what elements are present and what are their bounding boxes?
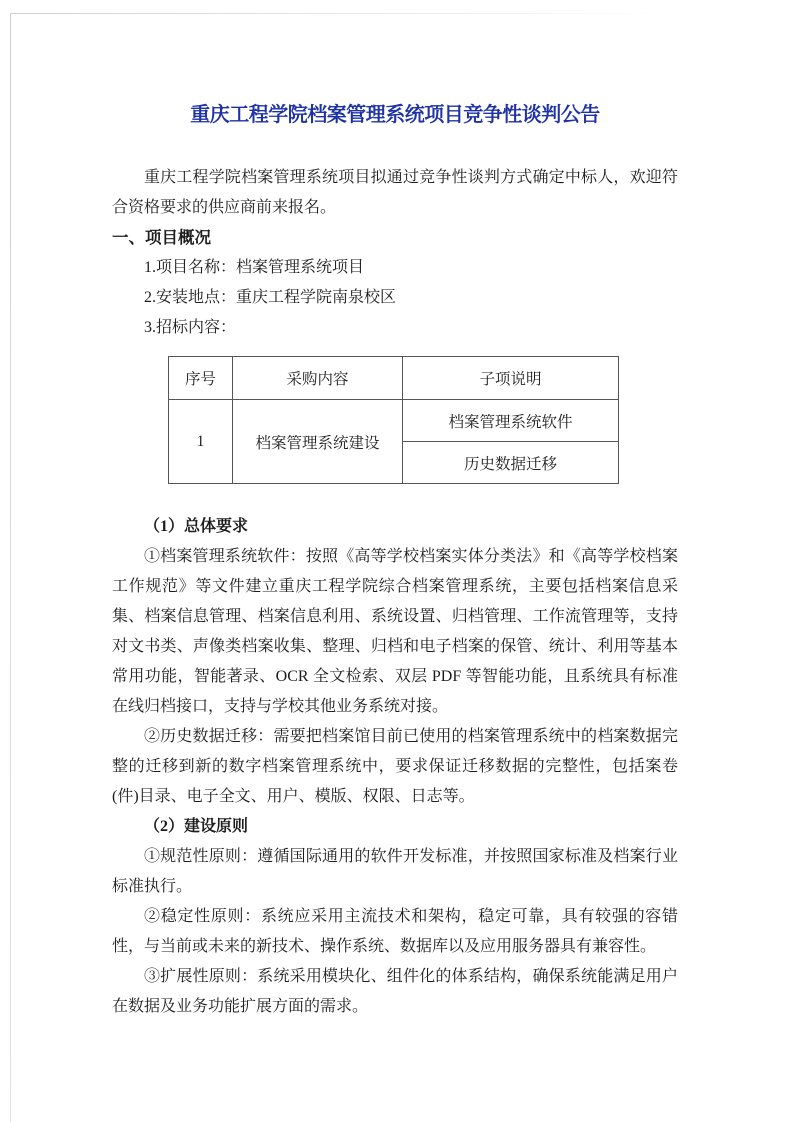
document-content: [112, 100, 678, 1022]
principles-paragraph-extensibility: ③扩展性原则：系统采用模块化、组件化的体系结构，确保系统能满足用户在数据及业务功能扩展方面的需求。: [112, 968, 678, 1015]
scan-edge-line-top: [10, 13, 670, 14]
list-item-install-location: 2.安装地点：重庆工程学院南泉校区: [144, 289, 397, 306]
list-item-project-name: 1.项目名称：档案管理系统项目: [144, 259, 365, 276]
requirements-paragraph-software: ①档案管理系统软件：按照《高等学校档案实体分类法》和《高等学校档案工作规范》等文件建立重庆工程学院综合档案管理系统，主要包括档案信息采集、档案信息管理、档案信息利用、系统设置、归档管理、工作流管理等，支持对文书类、声像类档案收集、整理、归档和电子档案的保管、统计、利用等基本常用功能，智能著录、OCR 全文检索、双层 PDF 等智能功能，且系统具有标准在线归档接口，支持与学校其他业务系统对接。: [112, 548, 678, 715]
table-cell-content: 档案管理系统建设: [233, 400, 403, 484]
table-header-content: 采购内容: [233, 357, 403, 400]
requirements-paragraph-migration: ②历史数据迁移：需要把档案馆目前已使用的档案管理系统中的档案数据完整的迁移到新的数字档案管理系统中，要求保证迁移数据的完整性，包括案卷(件)目录、电子全文、用户、模版、权限、日志等。: [112, 728, 678, 805]
table-header-sub: 子项说明: [403, 357, 619, 400]
principles-paragraph-stability: ②稳定性原则：系统应采用主流技术和架构，稳定可靠，具有较强的容错性，与当前或未来的新技术、操作系统、数据库以及应用服务器具有兼容性。: [112, 908, 678, 955]
scan-edge-line-left: [10, 13, 11, 1122]
list-item-tender-content: 3.招标内容：: [144, 319, 237, 336]
table-header-seq: 序号: [169, 357, 233, 400]
table-header-row: [169, 357, 619, 400]
table-cell-seq: 1: [169, 400, 233, 484]
procurement-table: [168, 356, 619, 484]
subsection-heading-requirements: （1）总体要求: [144, 518, 249, 535]
principles-paragraph-standard: ①规范性原则：遵循国际通用的软件开发标准，并按照国家标准及档案行业标准执行。: [112, 848, 678, 895]
section-heading-overview: 一、项目概况: [112, 229, 211, 247]
table-cell-sub-software: 档案管理系统软件: [403, 400, 619, 442]
intro-paragraph: 重庆工程学院档案管理系统项目拟通过竞争性谈判方式确定中标人，欢迎符合资格要求的供应商前来报名。: [112, 169, 678, 216]
table-cell-sub-migration: 历史数据迁移: [403, 442, 619, 484]
table-row: [169, 400, 619, 442]
page-title: 重庆工程学院档案管理系统项目竞争性谈判公告: [190, 104, 600, 126]
subsection-heading-principles: （2）建设原则: [144, 818, 249, 835]
